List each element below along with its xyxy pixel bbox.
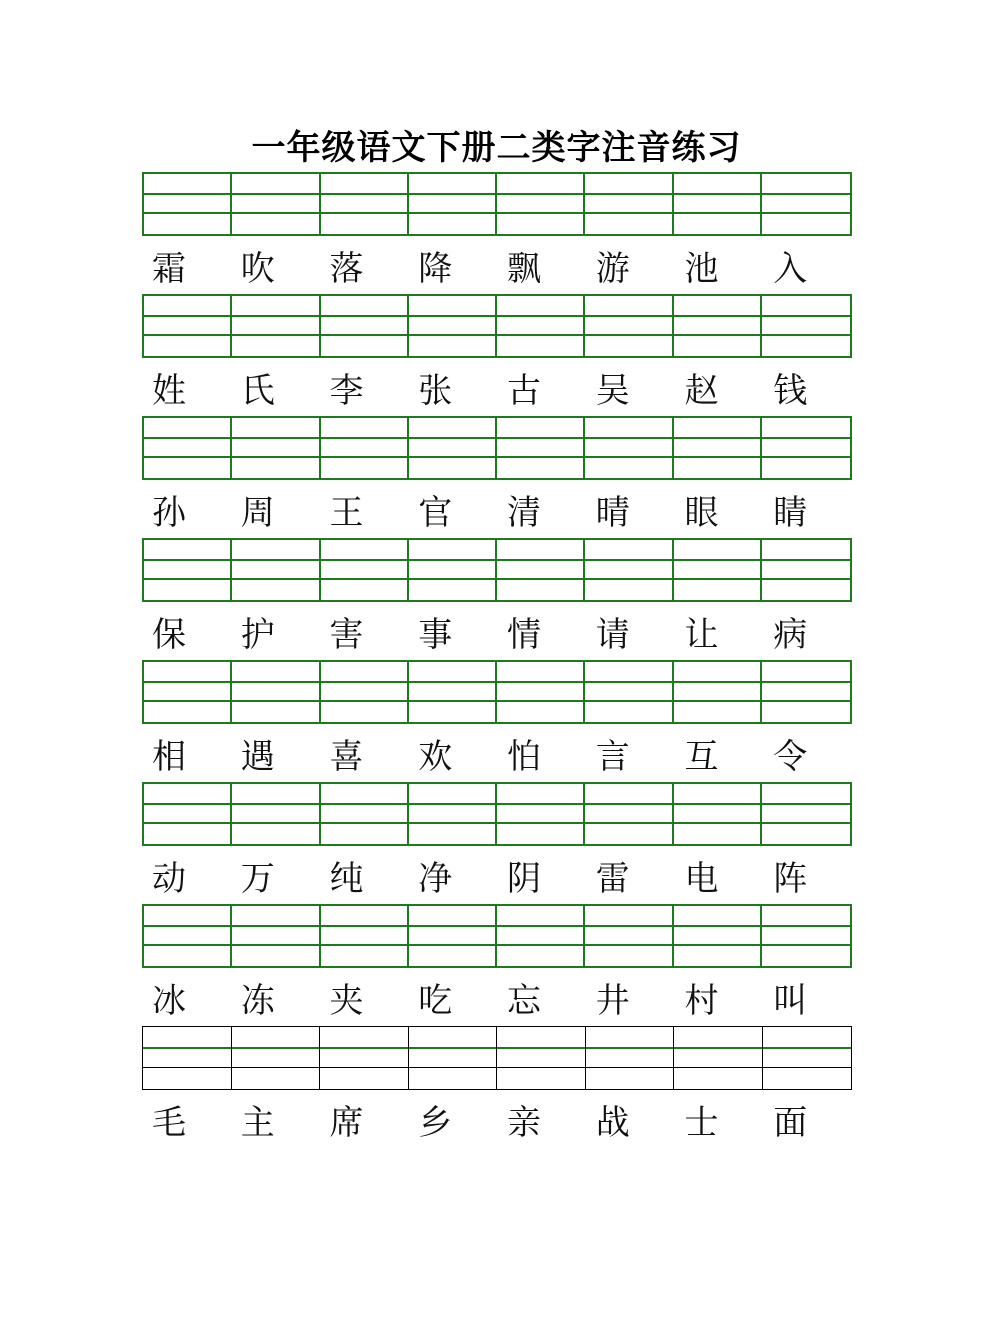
pinyin-cell[interactable] <box>586 1027 675 1089</box>
hanzi-character: 眼 <box>684 492 719 533</box>
character-row <box>142 602 852 660</box>
character-row <box>142 358 852 416</box>
hanzi-character: 请 <box>595 614 630 655</box>
hanzi-character: 古 <box>507 370 541 411</box>
character-row <box>142 968 852 1026</box>
practice-row-8 <box>142 1026 852 1148</box>
practice-row-3 <box>142 416 852 538</box>
hanzi-character: 害 <box>329 614 364 655</box>
hanzi-character: 互 <box>684 736 719 777</box>
pinyin-cell[interactable] <box>144 784 232 844</box>
pinyin-cell[interactable] <box>409 784 497 844</box>
pinyin-cell[interactable] <box>409 662 497 722</box>
pinyin-cell[interactable] <box>585 784 673 844</box>
hanzi-character: 战 <box>595 1102 630 1143</box>
pinyin-cell[interactable] <box>232 662 320 722</box>
pinyin-cell[interactable] <box>674 296 762 356</box>
pinyin-cell[interactable] <box>497 662 585 722</box>
character-row <box>142 236 852 294</box>
hanzi-character: 周 <box>240 492 275 533</box>
hanzi-character: 吴 <box>595 370 630 411</box>
pinyin-cell[interactable] <box>497 418 585 478</box>
hanzi-character: 主 <box>240 1102 275 1143</box>
pinyin-cell[interactable] <box>232 784 320 844</box>
page-title: 一年级语文下册二类字注音练习 <box>251 128 742 168</box>
pinyin-cell[interactable] <box>321 296 409 356</box>
pinyin-cell[interactable] <box>585 662 673 722</box>
hanzi-character: 遇 <box>240 736 275 777</box>
pinyin-cell[interactable] <box>409 1027 498 1089</box>
pinyin-cell[interactable] <box>409 540 497 600</box>
hanzi-character: 病 <box>773 614 808 655</box>
hanzi-character: 净 <box>418 858 453 899</box>
pinyin-cell[interactable] <box>321 662 409 722</box>
pinyin-writing-grid <box>142 172 852 236</box>
pinyin-cell[interactable] <box>674 418 762 478</box>
hanzi-character: 王 <box>329 492 364 533</box>
hanzi-character: 事 <box>418 614 453 655</box>
hanzi-character: 池 <box>684 248 719 289</box>
hanzi-character: 冰 <box>152 980 186 1021</box>
pinyin-cell[interactable] <box>144 906 232 966</box>
hanzi-character: 雷 <box>595 858 630 899</box>
pinyin-cell[interactable] <box>585 906 673 966</box>
hanzi-character: 降 <box>418 248 453 289</box>
hanzi-character: 清 <box>507 492 541 533</box>
pinyin-writing-grid <box>142 1026 852 1090</box>
hanzi-character: 睛 <box>773 492 808 533</box>
character-row <box>142 846 852 904</box>
hanzi-character: 言 <box>595 736 630 777</box>
practice-row-7 <box>142 904 852 1026</box>
pinyin-cell[interactable] <box>409 174 497 234</box>
pinyin-cell[interactable] <box>585 296 673 356</box>
pinyin-cell[interactable] <box>321 540 409 600</box>
hanzi-character: 动 <box>152 858 186 899</box>
hanzi-character: 吃 <box>418 980 453 1021</box>
practice-row-5 <box>142 660 852 782</box>
hanzi-character: 井 <box>595 980 630 1021</box>
pinyin-cell[interactable] <box>497 784 585 844</box>
hanzi-character: 席 <box>329 1102 364 1143</box>
hanzi-character: 电 <box>684 858 719 899</box>
pinyin-cell[interactable] <box>497 540 585 600</box>
hanzi-character: 冻 <box>240 980 275 1021</box>
hanzi-character: 氏 <box>240 370 275 411</box>
hanzi-character: 叫 <box>773 980 808 1021</box>
hanzi-character: 毛 <box>152 1102 186 1143</box>
hanzi-character: 让 <box>684 614 719 655</box>
practice-row-6 <box>142 782 852 904</box>
pinyin-writing-grid <box>142 538 852 602</box>
hanzi-character: 万 <box>240 858 275 899</box>
character-row <box>142 724 852 782</box>
pinyin-cell[interactable] <box>585 418 673 478</box>
practice-row-1 <box>142 172 852 294</box>
pinyin-cell[interactable] <box>144 418 232 478</box>
pinyin-cell[interactable] <box>762 296 850 356</box>
pinyin-cell[interactable] <box>321 174 409 234</box>
hanzi-character: 护 <box>240 614 275 655</box>
pinyin-cell[interactable] <box>144 540 232 600</box>
hanzi-character: 保 <box>152 614 186 655</box>
pinyin-cell[interactable] <box>321 418 409 478</box>
hanzi-character: 令 <box>773 736 808 777</box>
pinyin-cell[interactable] <box>144 662 232 722</box>
hanzi-character: 士 <box>684 1102 719 1143</box>
hanzi-character: 情 <box>507 614 541 655</box>
pinyin-cell[interactable] <box>674 174 762 234</box>
pinyin-cell[interactable] <box>144 296 232 356</box>
hanzi-character: 面 <box>773 1102 808 1143</box>
hanzi-character: 钱 <box>773 370 808 411</box>
pinyin-writing-grid <box>142 782 852 846</box>
pinyin-cell[interactable] <box>762 418 850 478</box>
pinyin-writing-grid <box>142 294 852 358</box>
hanzi-character: 纯 <box>329 858 364 899</box>
character-row <box>142 480 852 538</box>
pinyin-cell[interactable] <box>497 906 585 966</box>
pinyin-cell[interactable] <box>232 1027 321 1089</box>
pinyin-cell[interactable] <box>409 906 497 966</box>
pinyin-cell[interactable] <box>144 174 232 234</box>
pinyin-cell[interactable] <box>232 296 320 356</box>
hanzi-character: 官 <box>418 492 453 533</box>
pinyin-cell[interactable] <box>321 906 409 966</box>
pinyin-cell[interactable] <box>497 174 585 234</box>
pinyin-cell[interactable] <box>585 174 673 234</box>
pinyin-cell[interactable] <box>409 418 497 478</box>
hanzi-character: 孙 <box>152 492 186 533</box>
pinyin-cell[interactable] <box>674 784 762 844</box>
pinyin-cell[interactable] <box>762 784 850 844</box>
pinyin-cell[interactable] <box>674 1027 763 1089</box>
pinyin-cell[interactable] <box>674 906 762 966</box>
hanzi-character: 入 <box>773 248 808 289</box>
pinyin-cell[interactable] <box>232 418 320 478</box>
pinyin-cell[interactable] <box>674 540 762 600</box>
pinyin-cell[interactable] <box>674 662 762 722</box>
hanzi-character: 张 <box>418 370 453 411</box>
pinyin-cell[interactable] <box>762 662 850 722</box>
hanzi-character: 相 <box>152 736 186 777</box>
practice-row-2 <box>142 294 852 416</box>
pinyin-cell[interactable] <box>320 1027 409 1089</box>
hanzi-character: 游 <box>595 248 630 289</box>
pinyin-cell[interactable] <box>232 174 320 234</box>
pinyin-cell[interactable] <box>409 296 497 356</box>
hanzi-character: 忘 <box>507 980 541 1021</box>
hanzi-character: 阵 <box>773 858 808 899</box>
hanzi-character: 乡 <box>418 1102 453 1143</box>
pinyin-cell[interactable] <box>762 174 850 234</box>
hanzi-character: 霜 <box>152 248 186 289</box>
pinyin-cell[interactable] <box>232 540 320 600</box>
pinyin-cell[interactable] <box>762 540 850 600</box>
hanzi-character: 阴 <box>507 858 541 899</box>
hanzi-character: 飘 <box>507 248 541 289</box>
practice-row-4 <box>142 538 852 660</box>
pinyin-writing-grid <box>142 416 852 480</box>
hanzi-character: 吹 <box>240 248 275 289</box>
pinyin-cell[interactable] <box>143 1027 232 1089</box>
pinyin-cell[interactable] <box>497 1027 586 1089</box>
hanzi-character: 夹 <box>329 980 364 1021</box>
hanzi-character: 落 <box>329 248 364 289</box>
pinyin-cell[interactable] <box>232 906 320 966</box>
hanzi-character: 赵 <box>684 370 719 411</box>
pinyin-cell[interactable] <box>585 540 673 600</box>
pinyin-cell[interactable] <box>763 1027 852 1089</box>
pinyin-cell[interactable] <box>762 906 850 966</box>
hanzi-character: 喜 <box>329 736 364 777</box>
pinyin-writing-grid <box>142 660 852 724</box>
hanzi-character: 姓 <box>152 370 186 411</box>
hanzi-character: 亲 <box>507 1102 541 1143</box>
pinyin-writing-grid <box>142 904 852 968</box>
pinyin-cell[interactable] <box>321 784 409 844</box>
hanzi-character: 村 <box>684 980 719 1021</box>
hanzi-character: 晴 <box>595 492 630 533</box>
hanzi-character: 李 <box>329 370 364 411</box>
hanzi-character: 欢 <box>418 736 453 777</box>
hanzi-character: 怕 <box>507 736 541 777</box>
pinyin-cell[interactable] <box>497 296 585 356</box>
character-row <box>142 1090 852 1148</box>
